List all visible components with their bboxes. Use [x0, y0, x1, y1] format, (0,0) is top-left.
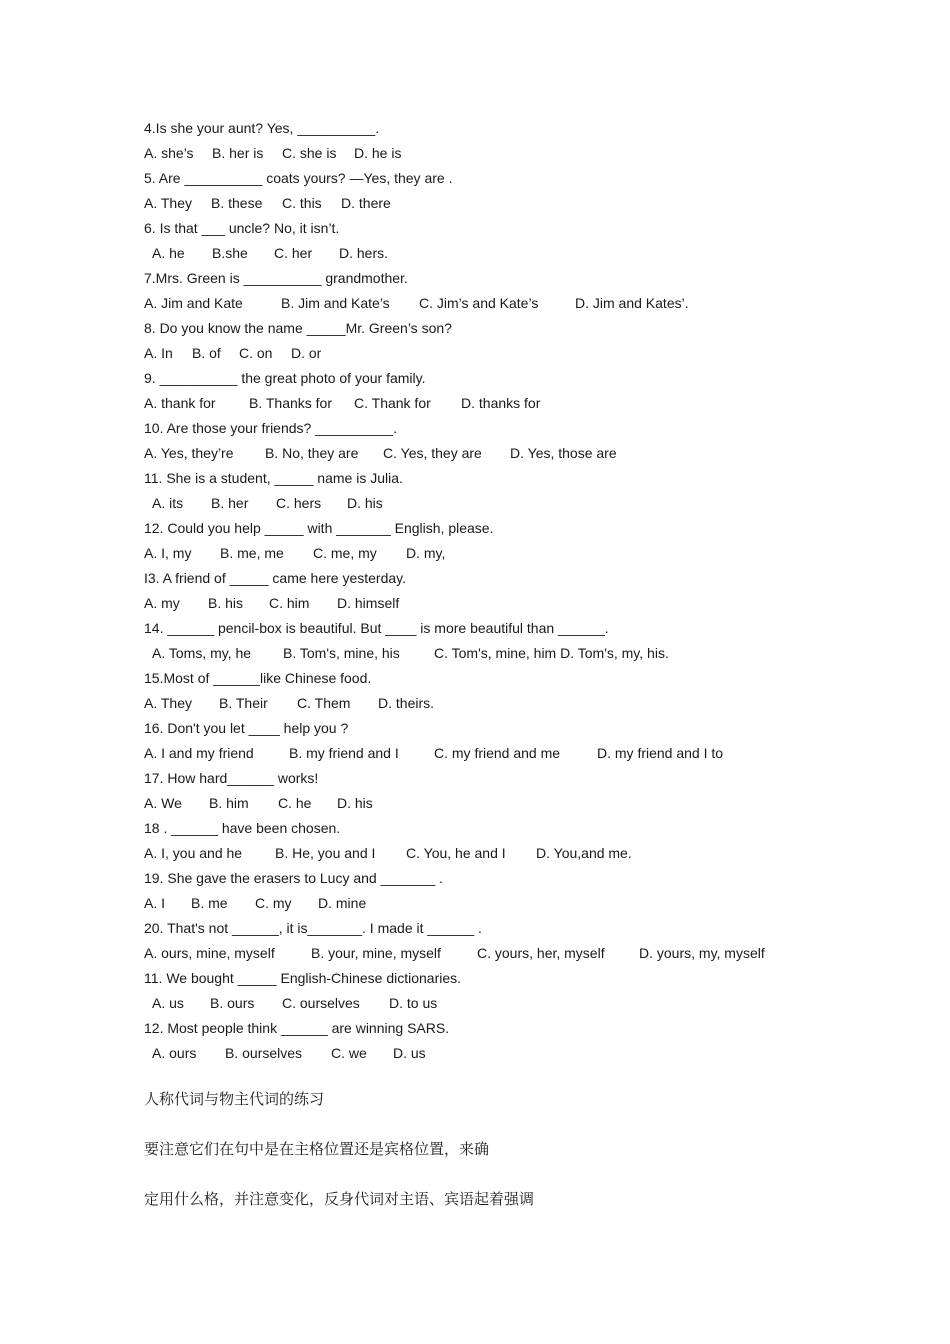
option-b: B. ours	[210, 995, 255, 1011]
option-d: D. his	[337, 795, 373, 811]
option-a: A. he	[152, 245, 185, 261]
option-d: D. there	[341, 195, 391, 211]
option-b: B. He, you and I	[275, 845, 376, 861]
option-a: A. ours, mine, myself	[144, 945, 275, 961]
option-b: B. No, they are	[265, 445, 359, 461]
question-15: 15.Most of ______like Chinese food.	[144, 670, 372, 686]
option-d: D. You,and me.	[536, 845, 632, 861]
option-a: A. thank for	[144, 395, 216, 411]
option-c: C. her	[274, 245, 313, 261]
options-19	[144, 893, 366, 913]
question-17: 17. How hard______ works!	[144, 770, 319, 786]
option-a: A. ours	[152, 1045, 197, 1061]
option-d: D. Jim and Kates’.	[575, 295, 689, 311]
options-17	[144, 793, 373, 813]
options-9	[144, 393, 540, 413]
options-10	[144, 443, 617, 463]
question-5: 5. Are __________ coats yours? —Yes, they are .	[144, 170, 453, 186]
option-d: D. theirs.	[378, 695, 435, 711]
option-b: B. my friend and I	[289, 745, 399, 761]
question-10: 10. Are those your friends? __________.	[144, 420, 397, 436]
option-b: B. me, me	[220, 545, 284, 561]
option-c: C. my friend and me	[434, 745, 561, 761]
question-12-b: 12. Most people think ______ are winning SARS.	[144, 1020, 450, 1036]
options-7	[144, 293, 689, 313]
options-15	[144, 693, 434, 713]
option-a: A. I and my friend	[144, 745, 254, 761]
options-11	[152, 493, 383, 513]
option-c: C. Them	[297, 695, 351, 711]
option-a: A. They	[144, 695, 192, 711]
question-8: 8. Do you know the name _____Mr. Green’s son?	[144, 320, 452, 336]
question-13: I3. A friend of _____ came here yesterday.	[144, 570, 407, 586]
options-14	[152, 643, 669, 663]
option-d: D. my friend and I to	[597, 745, 724, 761]
option-c: C. this	[282, 195, 322, 211]
option-c: C. hers	[276, 495, 322, 511]
option-c: C. me, my	[313, 545, 377, 561]
option-d: D. to us	[389, 995, 438, 1011]
option-b: B.she	[212, 245, 248, 261]
option-c-d: C. Tom's, mine, him D. Tom's, my, his.	[434, 645, 669, 661]
options-11-b	[152, 993, 437, 1013]
option-a: A. I	[144, 895, 166, 911]
option-a: A. I, my	[144, 545, 192, 561]
option-b: B. Jim and Kate’s	[281, 295, 390, 311]
options-4	[144, 143, 401, 163]
question-20: 20. That's not ______, it is_______. I made it ______ .	[144, 920, 482, 936]
option-d: D. Yes, those are	[510, 445, 617, 461]
option-c: C. my	[255, 895, 292, 911]
option-a: A. she’s	[144, 145, 194, 161]
options-18	[144, 843, 632, 863]
option-b: B. him	[209, 795, 249, 811]
option-a: A. Toms, my, he	[152, 645, 252, 661]
notes-title: 人称代词与物主代词的练习	[144, 1090, 325, 1108]
option-a: A. We	[144, 795, 182, 811]
option-d: D. his	[347, 495, 383, 511]
option-d: D. yours, my, myself	[639, 945, 765, 961]
question-11-b: 11. We bought _____ English-Chinese dictionaries.	[144, 970, 462, 986]
question-16: 16. Don't you let ____ help you ?	[144, 720, 349, 736]
options-12	[144, 543, 445, 563]
option-c: C. him	[269, 595, 310, 611]
option-c: C. we	[331, 1045, 367, 1061]
option-d: D. my,	[406, 545, 446, 561]
question-12: 12. Could you help _____ with _______ English, please.	[144, 520, 494, 536]
option-d: D. himself	[337, 595, 400, 611]
option-c: C. she is	[282, 145, 337, 161]
options-20	[144, 943, 765, 963]
option-a: A. us	[152, 995, 184, 1011]
notes-line-2: 定用什么格，并注意变化，反身代词对主语、宾语起着强调	[144, 1190, 535, 1208]
question-14: 14. ______ pencil-box is beautiful. But ____ is more beautiful than ______.	[144, 620, 609, 636]
option-a: A. I, you and he	[144, 845, 243, 861]
option-b: B. his	[208, 595, 244, 611]
option-d: D. thanks for	[461, 395, 541, 411]
question-11: 11. She is a student, _____ name is Julia.	[144, 470, 403, 486]
option-b: B. of	[192, 345, 221, 361]
option-a: A. Jim and Kate	[144, 295, 243, 311]
option-d: D. hers.	[339, 245, 389, 261]
options-5	[144, 193, 391, 213]
option-c: C. You, he and I	[406, 845, 506, 861]
option-c: C. Jim’s and Kate’s	[419, 295, 539, 311]
option-b: B. Tom's, mine, his	[283, 645, 400, 661]
option-c: C. he	[278, 795, 312, 811]
option-d: D. mine	[318, 895, 367, 911]
options-6	[152, 243, 388, 263]
options-13	[144, 593, 399, 613]
option-d: D. he is	[354, 145, 402, 161]
question-7: 7.Mrs. Green is __________ grandmother.	[144, 270, 408, 286]
option-a: A. In	[144, 345, 173, 361]
option-a: A. my	[144, 595, 180, 611]
option-c: C. Yes, they are	[383, 445, 482, 461]
option-b: B. Thanks for	[249, 395, 333, 411]
option-b: B. these	[211, 195, 263, 211]
options-16	[144, 743, 723, 763]
option-b: B. your, mine, myself	[311, 945, 441, 961]
option-c: C. on	[239, 345, 273, 361]
option-c: C. Thank for	[354, 395, 431, 411]
option-a: A. They	[144, 195, 192, 211]
option-c: C. yours, her, myself	[477, 945, 605, 961]
option-a: A. its	[152, 495, 184, 511]
option-d: D. or	[291, 345, 322, 361]
question-4: 4.Is she your aunt? Yes, __________.	[144, 120, 380, 136]
options-12-b	[152, 1043, 426, 1063]
option-b: B. ourselves	[225, 1045, 303, 1061]
option-d: D. us	[393, 1045, 426, 1061]
question-18: 18 . ______ have been chosen.	[144, 820, 341, 836]
question-6: 6. Is that ___ uncle? No, it isn’t.	[144, 220, 340, 236]
notes-line-1: 要注意它们在句中是在主格位置还是宾格位置，来确	[144, 1140, 490, 1158]
option-b: B. her is	[212, 145, 264, 161]
option-b: B. her	[211, 495, 249, 511]
question-9: 9. __________ the great photo of your family.	[144, 370, 426, 386]
question-19: 19. She gave the erasers to Lucy and _______ .	[144, 870, 443, 886]
option-a: A. Yes, they’re	[144, 445, 234, 461]
option-b: B. Their	[219, 695, 268, 711]
option-b: B. me	[191, 895, 228, 911]
options-8	[144, 343, 321, 363]
option-c: C. ourselves	[282, 995, 360, 1011]
